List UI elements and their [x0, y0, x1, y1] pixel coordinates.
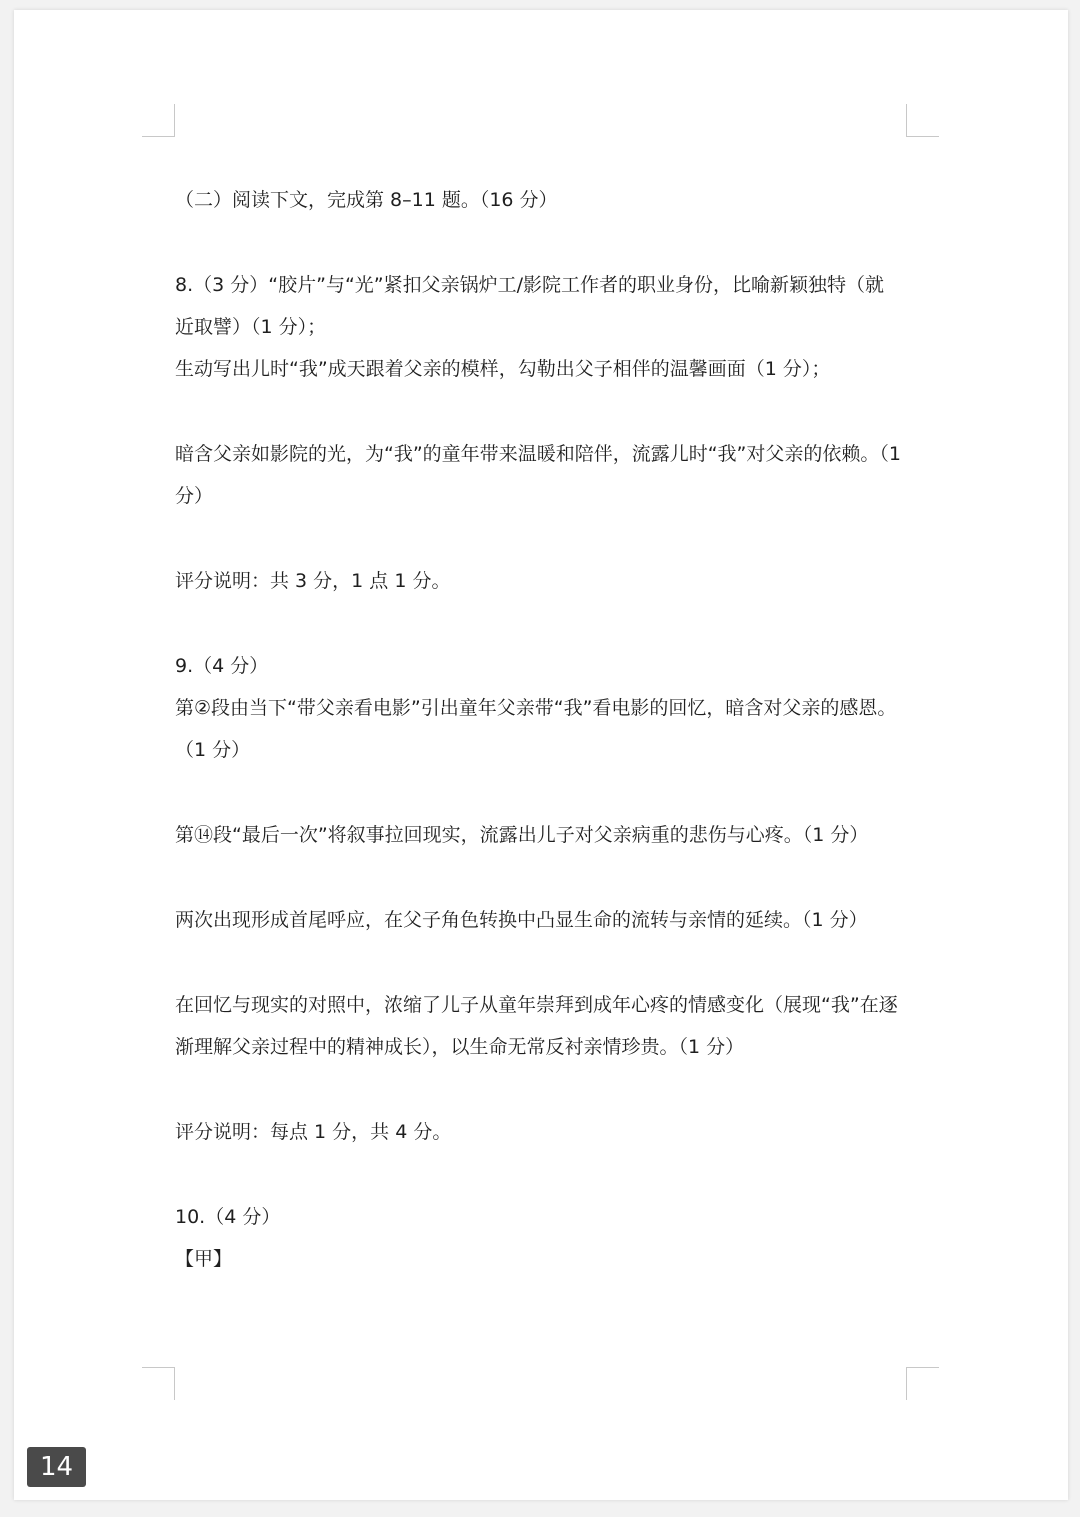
crop-mark-top-left [142, 104, 175, 137]
q9-line-3: 第⑭段“最后一次”将叙事拉回现实，流露出儿子对父亲病重的悲伤与心疼。（1 分） [175, 824, 869, 846]
document-page [14, 10, 1068, 1500]
q9-line-4: 两次出现形成首尾呼应，在父子角色转换中凸显生命的流转与亲情的延续。（1 分） [175, 909, 868, 931]
q10-part-jia: 【甲】 [175, 1248, 233, 1270]
q9-line-5: 在回忆与现实的对照中，浓缩了儿子从童年崇拜到成年心疼的情感变化（展现“我”在逐 [175, 994, 898, 1016]
q9-line-1: 第②段由当下“带父亲看电影”引出童年父亲带“我”看电影的回忆，暗含对父亲的感恩。 [175, 697, 897, 719]
page-number-badge: 14 [27, 1447, 86, 1487]
q8-line-5: 分） [175, 485, 214, 507]
section-heading: （二）阅读下文，完成第 8–11 题。（16 分） [175, 189, 558, 211]
q9-line-2: （1 分） [175, 739, 251, 761]
q9-scoring-note: 评分说明：每点 1 分，共 4 分。 [175, 1121, 452, 1143]
crop-mark-top-right [906, 104, 939, 137]
q10-heading: 10.（4 分） [175, 1206, 281, 1228]
q8-line-1: 8.（3 分）“胶片”与“光”紧扣父亲锅炉工/影院工作者的职业身份，比喻新颖独特（就 [175, 274, 885, 296]
q8-line-2: 近取譬）（1 分）； [175, 316, 327, 338]
q8-line-4: 暗含父亲如影院的光，为“我”的童年带来温暖和陪伴，流露儿时“我”对父亲的依赖。（1 [175, 443, 901, 465]
q9-heading: 9.（4 分） [175, 655, 269, 677]
q8-scoring-note: 评分说明：共 3 分，1 点 1 分。 [175, 570, 451, 592]
q8-line-3: 生动写出儿时“我”成天跟着父亲的模样，勾勒出父子相伴的温馨画面（1 分）； [175, 358, 831, 380]
q9-line-6: 渐理解父亲过程中的精神成长），以生命无常反衬亲情珍贵。（1 分） [175, 1036, 745, 1058]
crop-mark-bottom-left [142, 1367, 175, 1400]
crop-mark-bottom-right [906, 1367, 939, 1400]
